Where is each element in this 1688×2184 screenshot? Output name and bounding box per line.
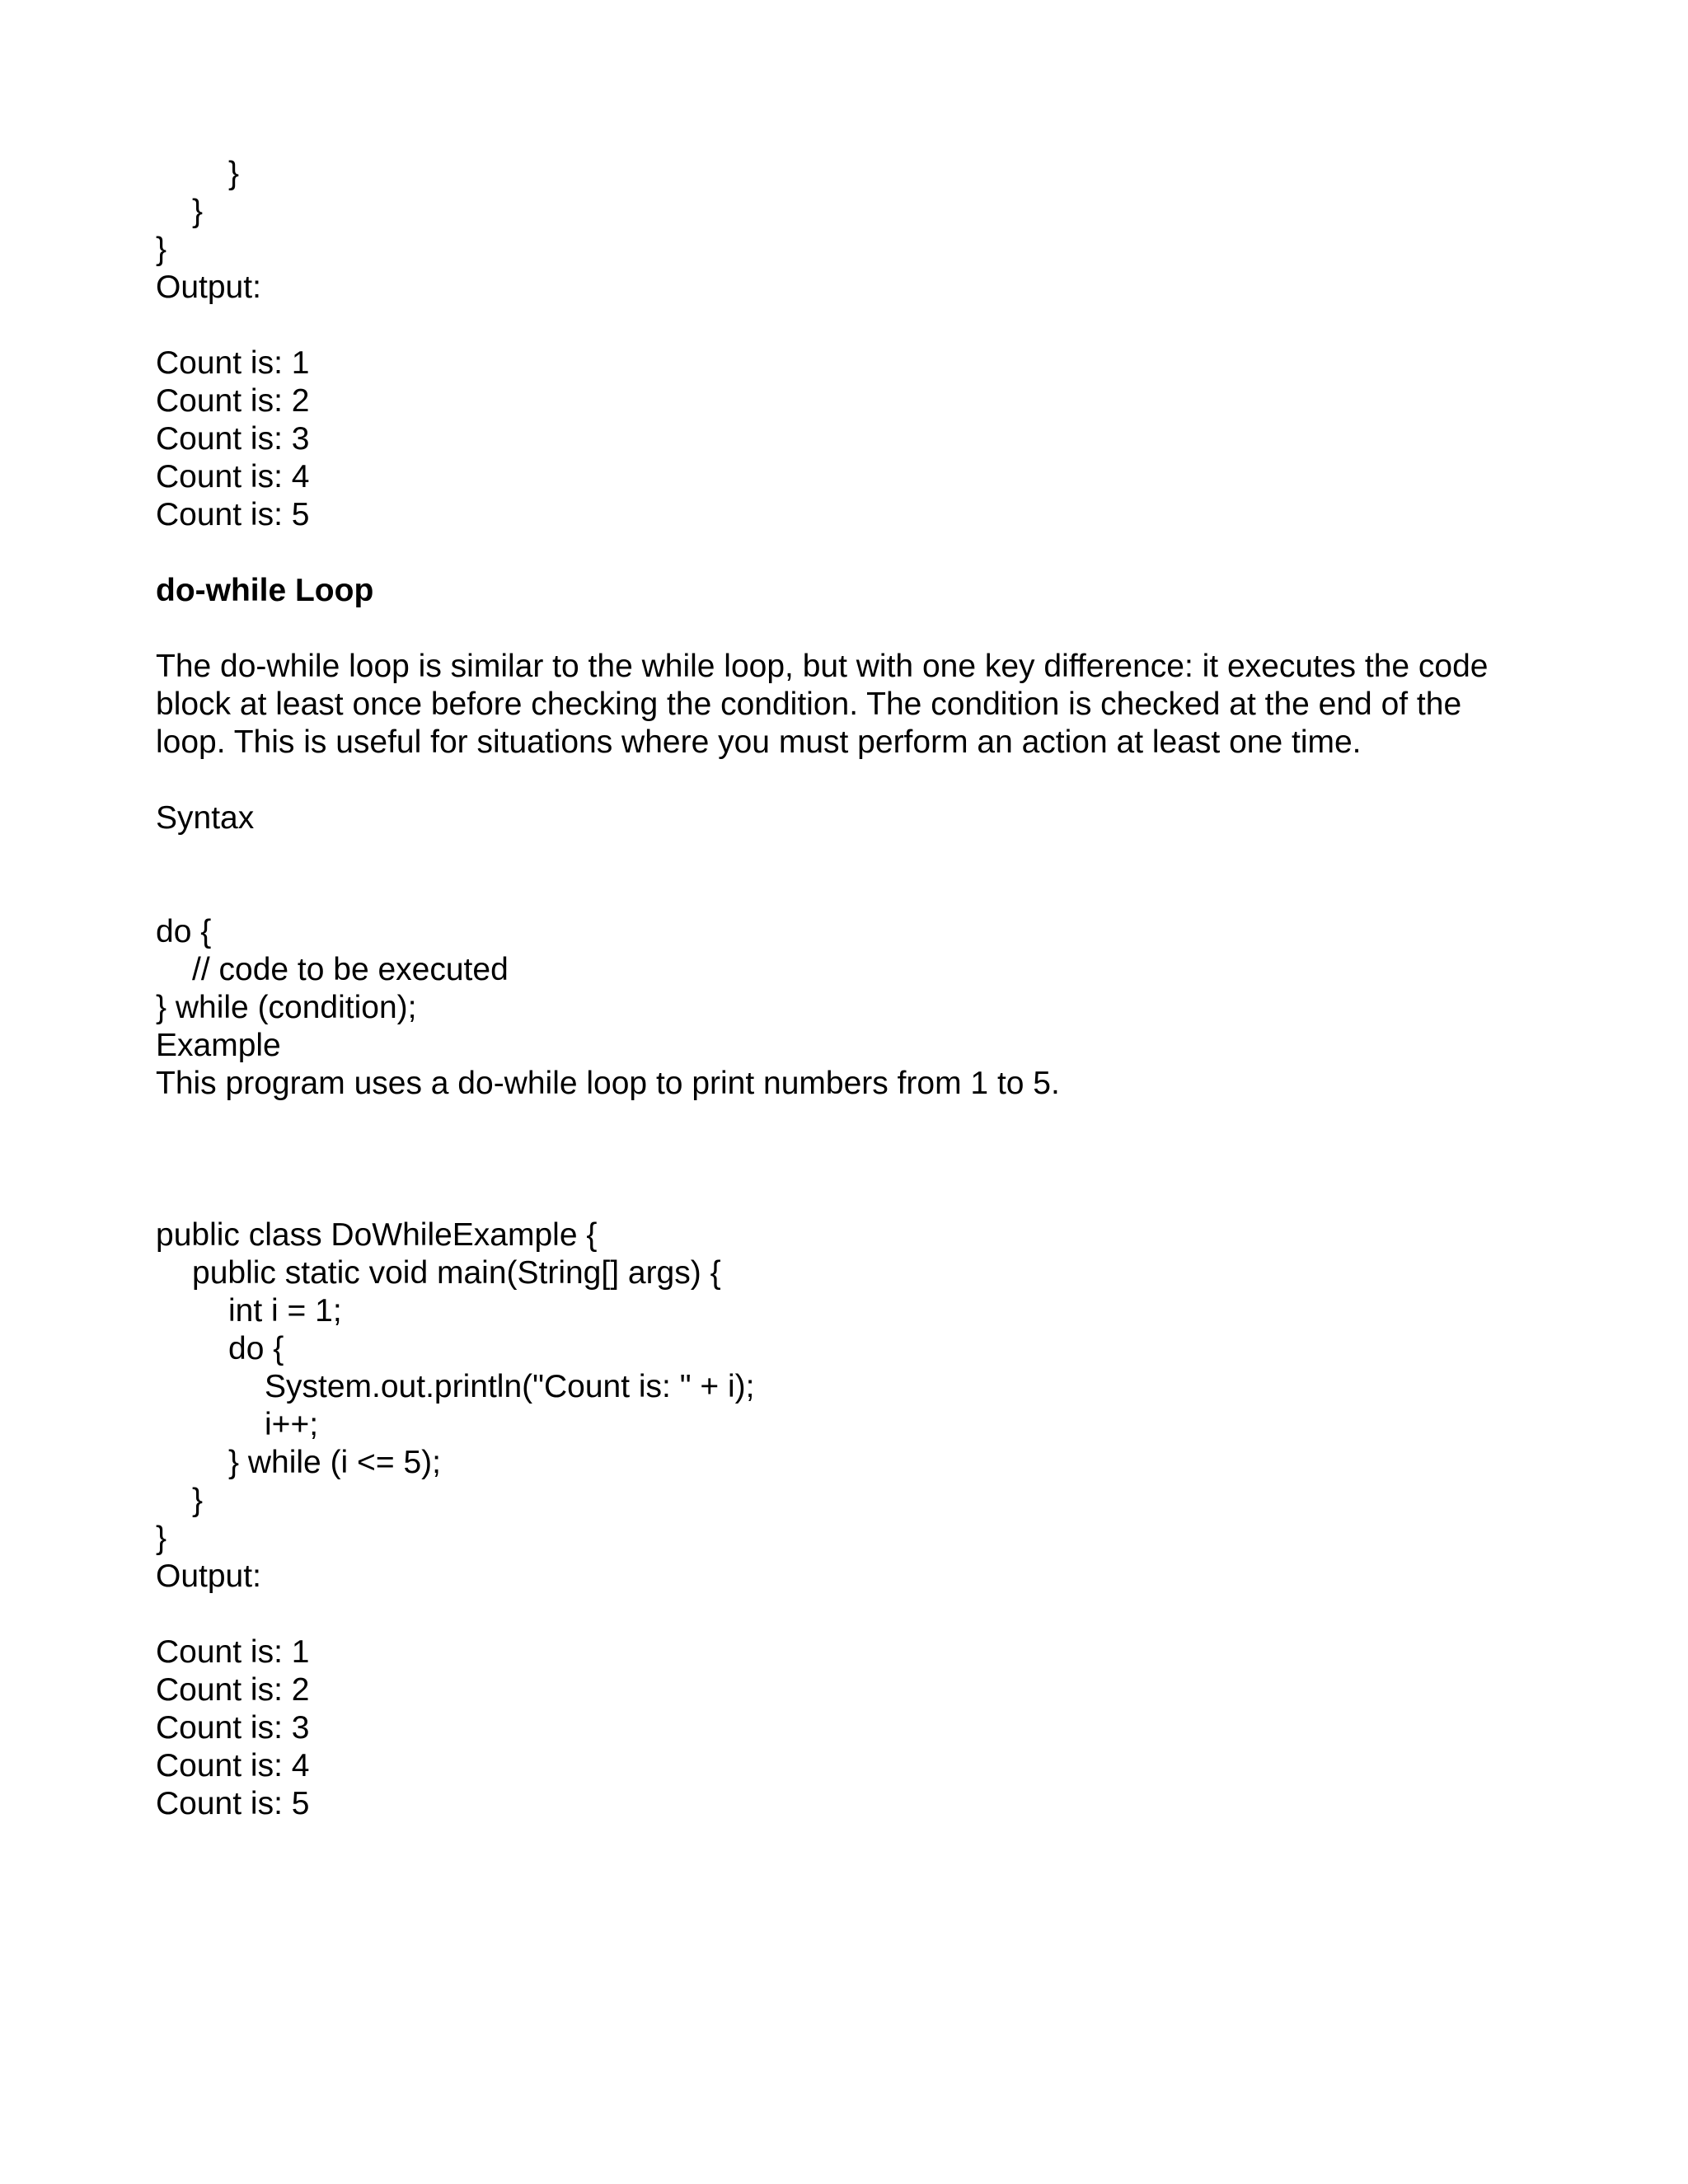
syntax-label: Syntax — [156, 800, 255, 836]
description-line: The do-while loop is similar to the while loop, but with one key difference: it executes the code — [156, 649, 1489, 684]
description-line: loop. This is useful for situations where you must perform an action at least one time. — [156, 724, 1362, 760]
output-line: Count is: 4 — [156, 459, 310, 494]
syntax-code-line: } while (condition); — [156, 990, 417, 1025]
example-code-line: public static void main(String[] args) { — [192, 1255, 721, 1291]
output-line: Count is: 3 — [156, 1710, 310, 1746]
output-line: Count is: 2 — [156, 1672, 310, 1708]
output-line: Count is: 4 — [156, 1748, 310, 1783]
output-line: Count is: 2 — [156, 383, 310, 419]
code-line: } — [156, 232, 167, 267]
syntax-code-line: do { — [156, 914, 212, 949]
output-line: Count is: 5 — [156, 1786, 310, 1821]
output-line: Count is: 5 — [156, 497, 310, 532]
example-code-line: } while (i <= 5); — [228, 1445, 441, 1480]
output-line: Count is: 3 — [156, 421, 310, 457]
example-code-line: i++; — [265, 1407, 319, 1442]
output-label: Output: — [156, 1558, 261, 1594]
output-line: Count is: 1 — [156, 1634, 310, 1670]
example-code-line: } — [156, 1521, 167, 1556]
output-line: Count is: 1 — [156, 345, 310, 381]
example-code-line: do { — [228, 1331, 284, 1366]
section-heading: do-while Loop — [156, 573, 374, 608]
code-line: } — [192, 194, 204, 229]
example-description: This program uses a do-while loop to print numbers from 1 to 5. — [156, 1066, 1060, 1101]
example-code-line: public class DoWhileExample { — [156, 1217, 598, 1253]
example-code-line: int i = 1; — [228, 1293, 342, 1329]
description-line: block at least once before checking the condition. The condition is checked at the end of the — [156, 687, 1462, 722]
example-code-line: } — [192, 1483, 204, 1518]
example-code-line: System.out.println("Count is: " + i); — [265, 1369, 755, 1404]
code-line: } — [228, 156, 240, 191]
example-label: Example — [156, 1028, 281, 1063]
output-label: Output: — [156, 269, 261, 305]
syntax-code-line: // code to be executed — [192, 952, 509, 987]
